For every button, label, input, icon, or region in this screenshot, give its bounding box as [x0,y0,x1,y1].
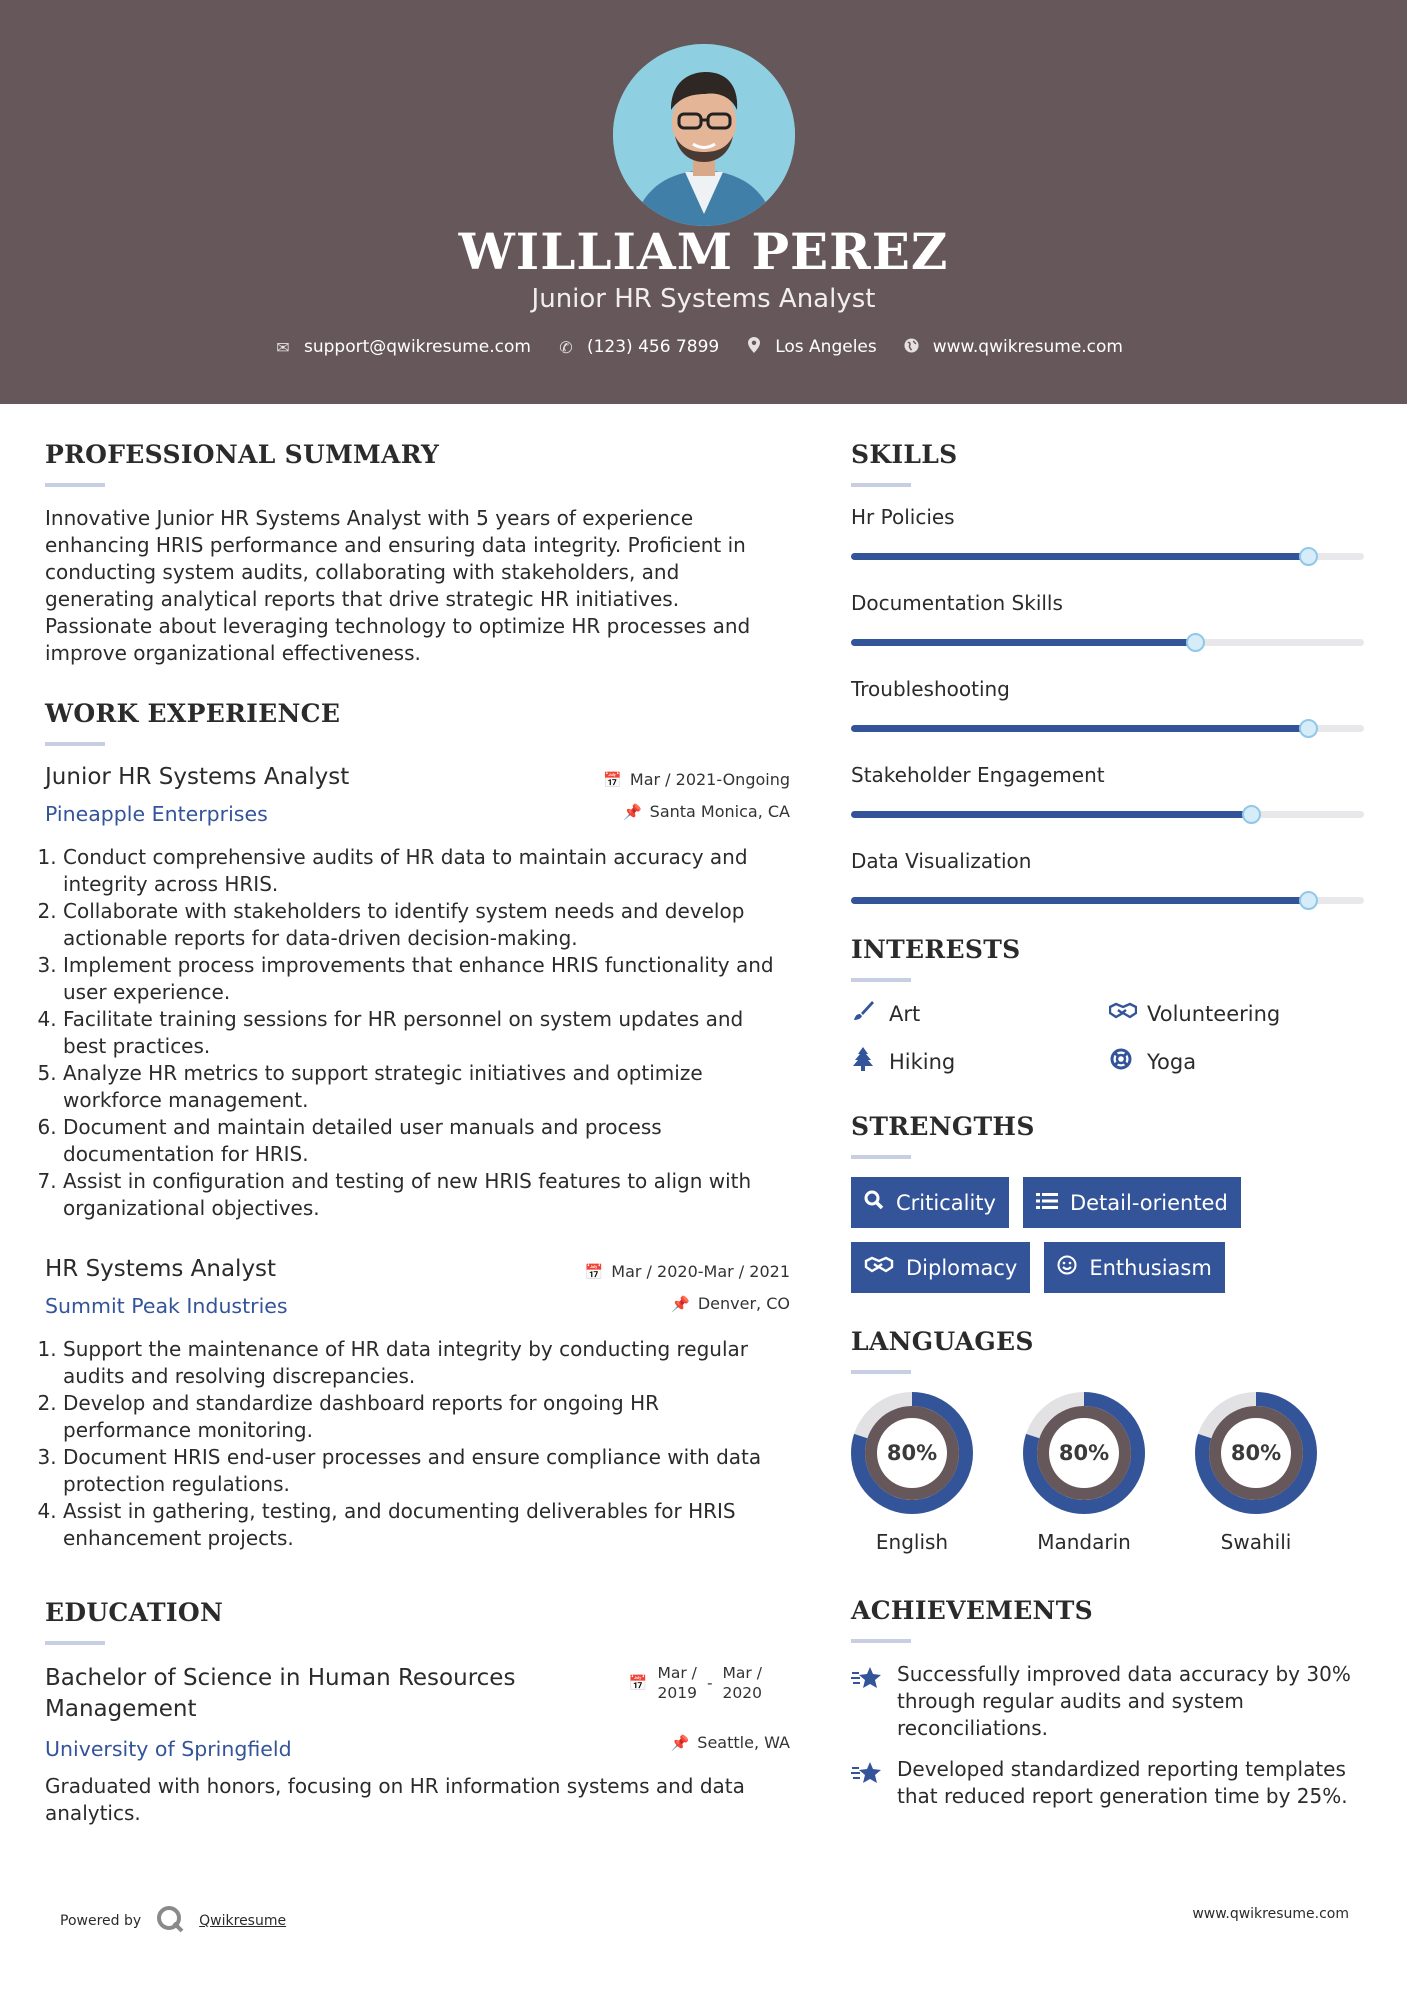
language-name: English [875,1530,949,1554]
envelope-icon: ✉ [276,337,290,357]
language-name: Swahili [1220,1530,1292,1554]
achievement-text: Successfully improved data accuracy by 30% through regular audits and system reconciliations. [897,1662,1351,1740]
skill-name: Troubleshooting [851,677,1010,701]
language-percent: 80% [1230,1441,1282,1465]
skill-name: Data Visualization [851,849,1032,873]
skill-bar-knob [1299,891,1318,910]
strength-chip [851,1242,1030,1293]
strength-label: Criticality [896,1190,996,1215]
interest-label: Art [889,1001,921,1026]
strength-label: Enthusiasm [1089,1255,1212,1280]
duty-item: 1. Support the maintenance of HR data integrity by conducting regular audits and resolving discrepancies. [63,1336,790,1390]
phone-text: (123) 456 7899 [586,337,720,357]
duty-item: 2. Develop and standardize dashboard reports for ongoing HR performance monitoring. [63,1390,790,1444]
company-name: Summit Peak Industries [45,1294,288,1318]
school-name: University of Springfield [45,1737,292,1761]
interest-item [851,1047,1109,1076]
achievements-title: ACHIEVEMENTS [851,1596,1093,1625]
resume-header [0,0,1407,404]
interest-label: Hiking [889,1049,956,1074]
skill-bar-knob [1242,805,1261,824]
contact-email[interactable] [274,337,531,357]
education-location-text: Seattle, WA [697,1733,790,1752]
job-date-text: Mar / 2020-Mar / 2021 [611,1262,790,1281]
education-end [723,1663,762,1703]
section-divider [851,483,911,487]
right-column [851,440,1365,1824]
strength-chip [1044,1242,1224,1293]
handshake-icon [864,1255,894,1280]
language-name: Mandarin [1037,1530,1131,1554]
skill-bar-fill [851,553,1308,560]
achievement-item [851,1756,1365,1810]
contact-bar [0,337,1407,357]
interest-label: Volunteering [1147,1001,1281,1026]
calendar-icon: 📅 [628,1674,648,1692]
skill-bar [851,725,1364,732]
education-title: EDUCATION [45,1598,224,1627]
language-percent: 80% [1058,1441,1110,1465]
education-entry [45,1663,790,1827]
job-title: HR Systems Analyst [45,1256,277,1282]
tree-icon [851,1047,875,1076]
skill-bar [851,553,1364,560]
job-location-text: Santa Monica, CA [649,802,790,821]
strength-label: Detail-oriented [1069,1190,1228,1215]
experience-section [45,699,790,1552]
section-divider [851,1370,911,1374]
contact-location [745,337,877,357]
section-divider [851,1639,911,1643]
summary-section [45,440,790,667]
profile-photo-illustration [613,44,795,226]
education-dates [629,1663,762,1703]
education-start [658,1663,697,1703]
achievement-text: Developed standardized reporting templates that reduced report generation time by 25%. [897,1757,1348,1808]
skill-bar-knob [1186,633,1205,652]
job-entry [45,764,790,1222]
section-divider [851,978,911,982]
job-entry [45,1256,790,1552]
skill-bar [851,639,1364,646]
degree-title: Bachelor of Science in Human Resources Management [45,1665,516,1722]
strengths-section [851,1112,1365,1293]
skill-bar-knob [1299,719,1318,738]
job-location [671,1294,790,1313]
skill-bar [851,897,1364,904]
education-start-month: Mar / [657,1664,697,1682]
date-separator: - [706,1674,713,1692]
skills-title: SKILLS [851,440,958,469]
skill-name: Stakeholder Engagement [851,763,1105,787]
job-title: Junior HR Systems Analyst [45,764,350,790]
strengths-title: STRENGTHS [851,1112,1035,1141]
skills-list [851,505,1365,904]
duty-item: 7. Assist in configuration and testing of new HRIS features to align with organizational objectives. [63,1168,790,1222]
education-location [671,1733,790,1752]
duty-list [45,844,790,1222]
duty-item: 2. Collaborate with stakeholders to identify system needs and develop actionable reports for data-driven decision-making. [63,898,790,952]
profile-photo [613,44,795,226]
interest-item [1109,1047,1367,1076]
page-footer [0,1896,1407,1936]
footer-website[interactable]: www.qwikresume.com [1192,1906,1349,1922]
strength-chip [1023,1177,1241,1228]
interests-section [851,935,1365,1076]
strength-chip [851,1177,1009,1228]
job-location [623,802,790,821]
duty-item: 3. Document HRIS end-user processes and ensure compliance with data protection regulations. [63,1444,790,1498]
handshake-icon [1109,1001,1133,1026]
language-percent: 80% [886,1441,938,1465]
language-item [1195,1392,1317,1554]
duty-item: 1. Conduct comprehensive audits of HR data to maintain accuracy and integrity across HRIS. [63,844,790,898]
summary-title: PROFESSIONAL SUMMARY [45,440,440,469]
pushpin-icon: 📌 [671,1294,690,1313]
candidate-role: Junior HR Systems Analyst [531,284,876,314]
interest-item [1109,1000,1367,1027]
pushpin-icon: 📌 [622,802,642,821]
skill-bar [851,811,1364,818]
pushpin-icon: 📌 [670,1733,690,1752]
education-end-month: Mar / [722,1664,762,1682]
interest-grid [851,1000,1365,1076]
contact-phone[interactable] [557,337,719,357]
location-text: Los Angeles [775,337,877,357]
duty-list [45,1336,790,1552]
qwikresume-logo-icon [155,1904,185,1938]
email-text: support@qwikresume.com [304,337,531,357]
powered-by-text: Powered by [60,1913,142,1929]
skill-bar-fill [851,639,1195,646]
education-end-year: 2020 [722,1684,762,1702]
left-column [45,440,790,1827]
interests-title: INTERESTS [851,935,1021,964]
duty-item: 4. Facilitate training sessions for HR personnel on system updates and best practices. [63,1006,790,1060]
achievements-section [851,1596,1365,1810]
strength-chips [851,1177,1371,1293]
skill-name: Hr Policies [851,505,955,529]
lifebuoy-icon [1109,1048,1133,1075]
skill-bar-fill [851,811,1251,818]
achievement-item [851,1661,1365,1742]
duty-item: 6. Document and maintain detailed user manuals and process documentation for HRIS. [63,1114,790,1168]
section-divider [45,742,105,746]
skill-name: Documentation Skills [851,591,1063,615]
job-date [585,1262,790,1281]
education-start-year: 2019 [657,1684,697,1702]
job-location-text: Denver, CO [697,1294,790,1313]
skill-bar-fill [851,725,1308,732]
summary-text: Innovative Junior HR Systems Analyst with 5 years of experience enhancing HRIS performance and ensuring data integrity. Proficient in conducting system audits, collaborating with stakeholders, and generating analytical reports that drive strategic HR initiatives. Passionate about leveraging technology to optimize HR processes and improve organizational effectiveness. [45,506,751,665]
education-section [45,1598,790,1827]
calendar-icon: 📅 [584,1262,604,1281]
skill-bar-fill [851,897,1308,904]
interest-item [851,1000,1109,1027]
section-divider [45,1641,105,1645]
globe-icon [903,338,921,357]
job-date [603,770,790,789]
map-pin-icon [745,337,763,357]
language-list [851,1392,1365,1554]
languages-section [851,1327,1365,1554]
skill-bar-knob [1299,547,1318,566]
company-name: Pineapple Enterprises [45,802,268,826]
language-ring [851,1392,973,1514]
interest-label: Yoga [1147,1049,1197,1074]
duty-item: 3. Implement process improvements that enhance HRIS functionality and user experience. [63,952,790,1006]
language-ring [1023,1392,1145,1514]
shooting-star-icon [851,1661,883,1742]
skills-section [851,440,1365,904]
language-item [1023,1392,1145,1554]
language-item [851,1392,973,1554]
duty-item: 5. Analyze HR metrics to support strategic initiatives and optimize workforce management. [63,1060,790,1114]
brand-link[interactable]: Qwikresume [199,1913,287,1929]
website-text: www.qwikresume.com [932,337,1123,357]
powered-by [60,1904,286,1938]
search-icon [864,1190,884,1215]
contact-website[interactable] [903,337,1123,357]
calendar-icon: 📅 [603,770,622,789]
job-date-text: Mar / 2021-Ongoing [629,770,790,789]
smile-icon [1057,1255,1077,1280]
experience-title: WORK EXPERIENCE [45,699,341,728]
language-ring [1195,1392,1317,1514]
section-divider [45,483,105,487]
strength-label: Diplomacy [906,1255,1018,1280]
education-description: Graduated with honors, focusing on HR information systems and data analytics. [45,1774,745,1825]
list-icon [1036,1191,1058,1215]
candidate-name: WILLIAM PEREZ [458,222,949,281]
phone-icon: ✆ [559,337,573,357]
shooting-star-icon [851,1756,883,1810]
duty-item: 4. Assist in gathering, testing, and documenting deliverables for HRIS enhancement projects. [63,1498,790,1552]
languages-title: LANGUAGES [851,1327,1034,1356]
paintbrush-icon [851,1000,875,1027]
section-divider [851,1155,911,1159]
